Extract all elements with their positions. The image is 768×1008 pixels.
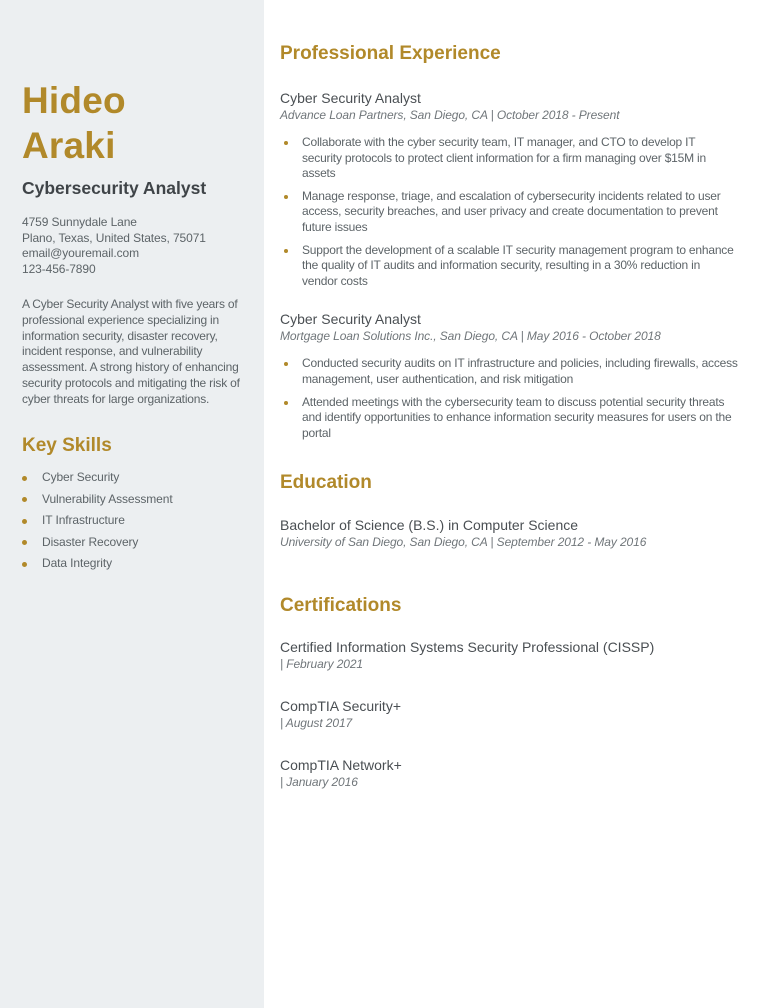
bullet-dot-icon: [22, 562, 27, 567]
education-heading: Education: [280, 472, 372, 494]
skill-item: [22, 514, 243, 528]
bullet-dot-icon: [22, 497, 27, 502]
job-meta: Advance Loan Partners, San Diego, CA | October 2018 - Present: [280, 108, 620, 122]
certifications-heading: Certifications: [280, 595, 402, 617]
contact-phone: 123-456-7890: [22, 261, 96, 276]
skill-label: Cyber Security: [42, 470, 120, 485]
certification-title: Certified Information Systems Security Professional (CISSP): [280, 639, 655, 656]
skill-item: [22, 471, 243, 485]
bullet-text: Manage response, triage, and escalation of cybersecurity incidents related to user access, security breaches, and user privacy and create documentation to prevent future issues: [302, 188, 721, 234]
education-section: [280, 471, 738, 550]
bullet-text: Support the development of a scalable IT security management program to enhance the quality of IT audits and information security, resulting in a 30% reduction in vendor costs: [302, 242, 734, 288]
bullet-dot-icon: [284, 401, 288, 405]
bullet-item: [280, 189, 738, 236]
bullet-dot-icon: [22, 519, 27, 524]
bullet-text: Attended meetings with the cybersecurity team to discuss potential security threats and identify opportunities to enhance information security measures for users on the portal: [302, 394, 732, 440]
certification-entry: [280, 639, 738, 672]
skill-label: Vulnerability Assessment: [42, 491, 173, 506]
bullet-item: [280, 356, 738, 387]
experience-heading: Professional Experience: [280, 43, 501, 64]
bullet-item: [280, 395, 738, 442]
contact-email: email@youremail.com: [22, 246, 139, 261]
certification-title: CompTIA Security+: [280, 698, 401, 715]
contact-address-line2: Plano, Texas, United States, 75071: [22, 230, 206, 245]
bullet-dot-icon: [284, 141, 288, 145]
degree-meta: University of San Diego, San Diego, CA | September 2012 - May 2016: [280, 535, 647, 550]
candidate-name-line1: Hideo: [22, 80, 126, 121]
bullet-dot-icon: [284, 362, 288, 366]
bullet-dot-icon: [22, 476, 27, 481]
bullet-item: [280, 243, 738, 290]
bullet-item: [280, 135, 738, 182]
certifications-section: [280, 594, 738, 790]
experience-entry: [280, 311, 738, 441]
bullet-dot-icon: [284, 249, 288, 253]
sidebar: [0, 0, 264, 1008]
certification-meta: | February 2021: [280, 657, 363, 672]
skill-label: IT Infrastructure: [42, 513, 125, 528]
job-title: Cyber Security Analyst: [280, 311, 421, 328]
candidate-job-title: Cybersecurity Analyst: [22, 178, 207, 198]
profile-summary: A Cyber Security Analyst with five years of professional experience specializing in information security, disaster recovery, incident response, and vulnerability assessment. A strong history of enhancing security protocols and mitigating the risk of cyber threats for large organizations.: [22, 297, 240, 406]
certification-meta: | August 2017: [280, 716, 353, 731]
certification-entry: [280, 698, 738, 731]
candidate-name-line2: Araki: [22, 125, 116, 166]
key-skills-heading: Key Skills: [22, 435, 112, 457]
degree-title: Bachelor of Science (B.S.) in Computer Science: [280, 517, 579, 534]
skill-label: Disaster Recovery: [42, 534, 139, 549]
education-entry: [280, 517, 738, 550]
contact-address-line1: 4759 Sunnydale Lane: [22, 215, 137, 229]
bullet-dot-icon: [284, 195, 288, 199]
skill-label: Data Integrity: [42, 556, 112, 571]
job-bullet-list: [280, 356, 738, 441]
main-column: [264, 0, 768, 1008]
job-meta: Mortgage Loan Solutions Inc., San Diego, CA | May 2016 - October 2018: [280, 329, 661, 344]
contact-block: [22, 215, 243, 277]
bullet-text: Conducted security audits on IT infrastructure and policies, including firewalls, access management, user authentication, and risk mitigation: [302, 356, 738, 386]
skill-item: [22, 493, 243, 507]
skill-item: [22, 536, 243, 550]
skill-item: [22, 557, 243, 571]
skills-list: [22, 471, 243, 571]
bullet-text: Collaborate with the cyber security team, IT manager, and CTO to develop IT security protocols to protect client information for a firm managing over $15M in assets: [302, 135, 706, 181]
certification-title: CompTIA Network+: [280, 757, 402, 774]
job-title: Cyber Security Analyst: [280, 90, 421, 106]
experience-entry: [280, 90, 738, 289]
bullet-dot-icon: [22, 540, 27, 545]
certification-entry: [280, 757, 738, 790]
job-bullet-list: [280, 135, 738, 289]
candidate-name: [22, 78, 243, 168]
certification-meta: | January 2016: [280, 775, 358, 790]
